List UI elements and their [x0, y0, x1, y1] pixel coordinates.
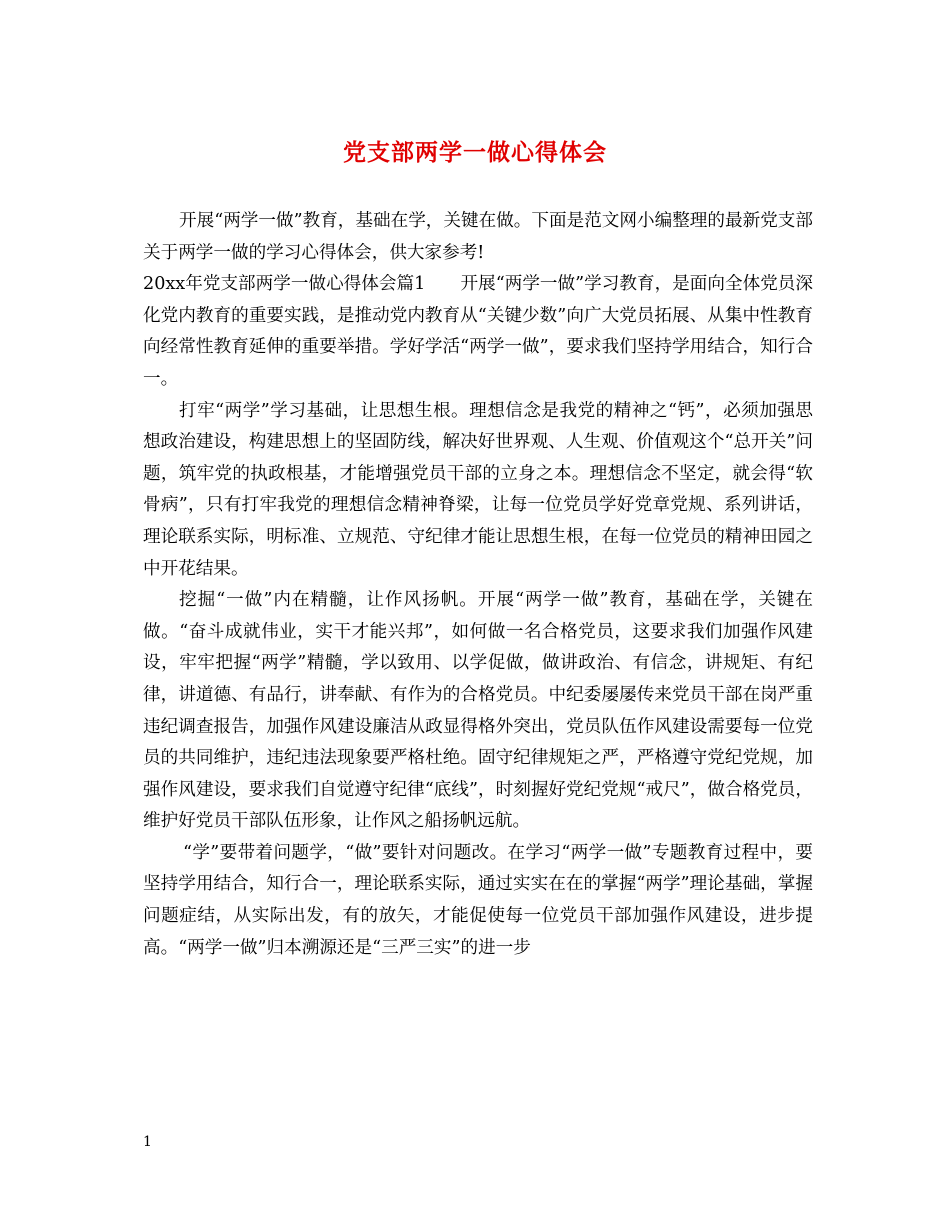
- page-number: 1: [143, 1134, 152, 1150]
- paragraph-2: 打牢“两学”学习基础，让思想生根。理想信念是我党的精神之“钙”，必须加强思想政治建设，构建思想上的坚固防线，解决好世界观、人生观、价值观这个“总开关”问题，筑牢党的执政根基，才能增强党员干部的立身之本。理想信念不坚定，就会得“软骨病”，只有打牢我党的理想信念精神脊梁，让每一位党员学好党章党规、系列讲话，理论联系实际，明标准、立规范、守纪律才能让思想生根，在每一位党员的精神田园之中开花结果。: [143, 400, 813, 579]
- paragraph-3: 挖掘“一做”内在精髓，让作风扬帆。开展“两学一做”教育，基础在学，关键在做。“奋斗成就伟业，实干才能兴邦”，如何做一名合格党员，这要求我们加强作风建设，牢牢把握“两学”精髓，学以致用、以学促做，做讲政治、有信念，讲规矩、有纪律，讲道德、有品行，讲奉献、有作为的合格党员。中纪委屡屡传来党员干部在岗严重违纪调查报告，加强作风建设廉洁从政显得格外突出，党员队伍作风建设需要每一位党员的共同维护，违纪违法现象要严格杜绝。固守纪律规矩之严，严格遵守党纪党规，加强作风建设，要求我们自觉遵守纪律“底线”，时刻握好党纪党规“戒尺”，做合格党员，维护好党员干部队伍形象，让作风之船扬帆远航。: [143, 590, 813, 832]
- document-body: [143, 206, 813, 964]
- paragraph-intro: 开展“两学一做”教育，基础在学，关键在做。下面是范文网小编整理的最新党支部关于两学一做的学习心得体会，供大家参考!: [143, 211, 813, 263]
- document-title: 党支部两学一做心得体会: [343, 139, 607, 166]
- paragraph-1: 20xx年党支部两学一做心得体会篇1 开展“两学一做”学习教育，是面向全体党员深化党内教育的重要实践，是推动党内教育从“关键少数”向广大党员拓展、从集中性教育向经常性教育延伸的重要举措。学好学活“两学一做”，要求我们坚持学用结合，知行合一。: [143, 274, 813, 389]
- paragraph-4: “学”要带着问题学，“做”要针对问题改。在学习“两学一做”专题教育过程中，要坚持学用结合，知行合一，理论联系实际，通过实实在在的掌握“两学”理论基础，掌握问题症结，从实际出发，有的放矢，才能促使每一位党员干部加强作风建设，进步提高。“两学一做”归本溯源还是“三严三实”的进一步: [143, 842, 813, 958]
